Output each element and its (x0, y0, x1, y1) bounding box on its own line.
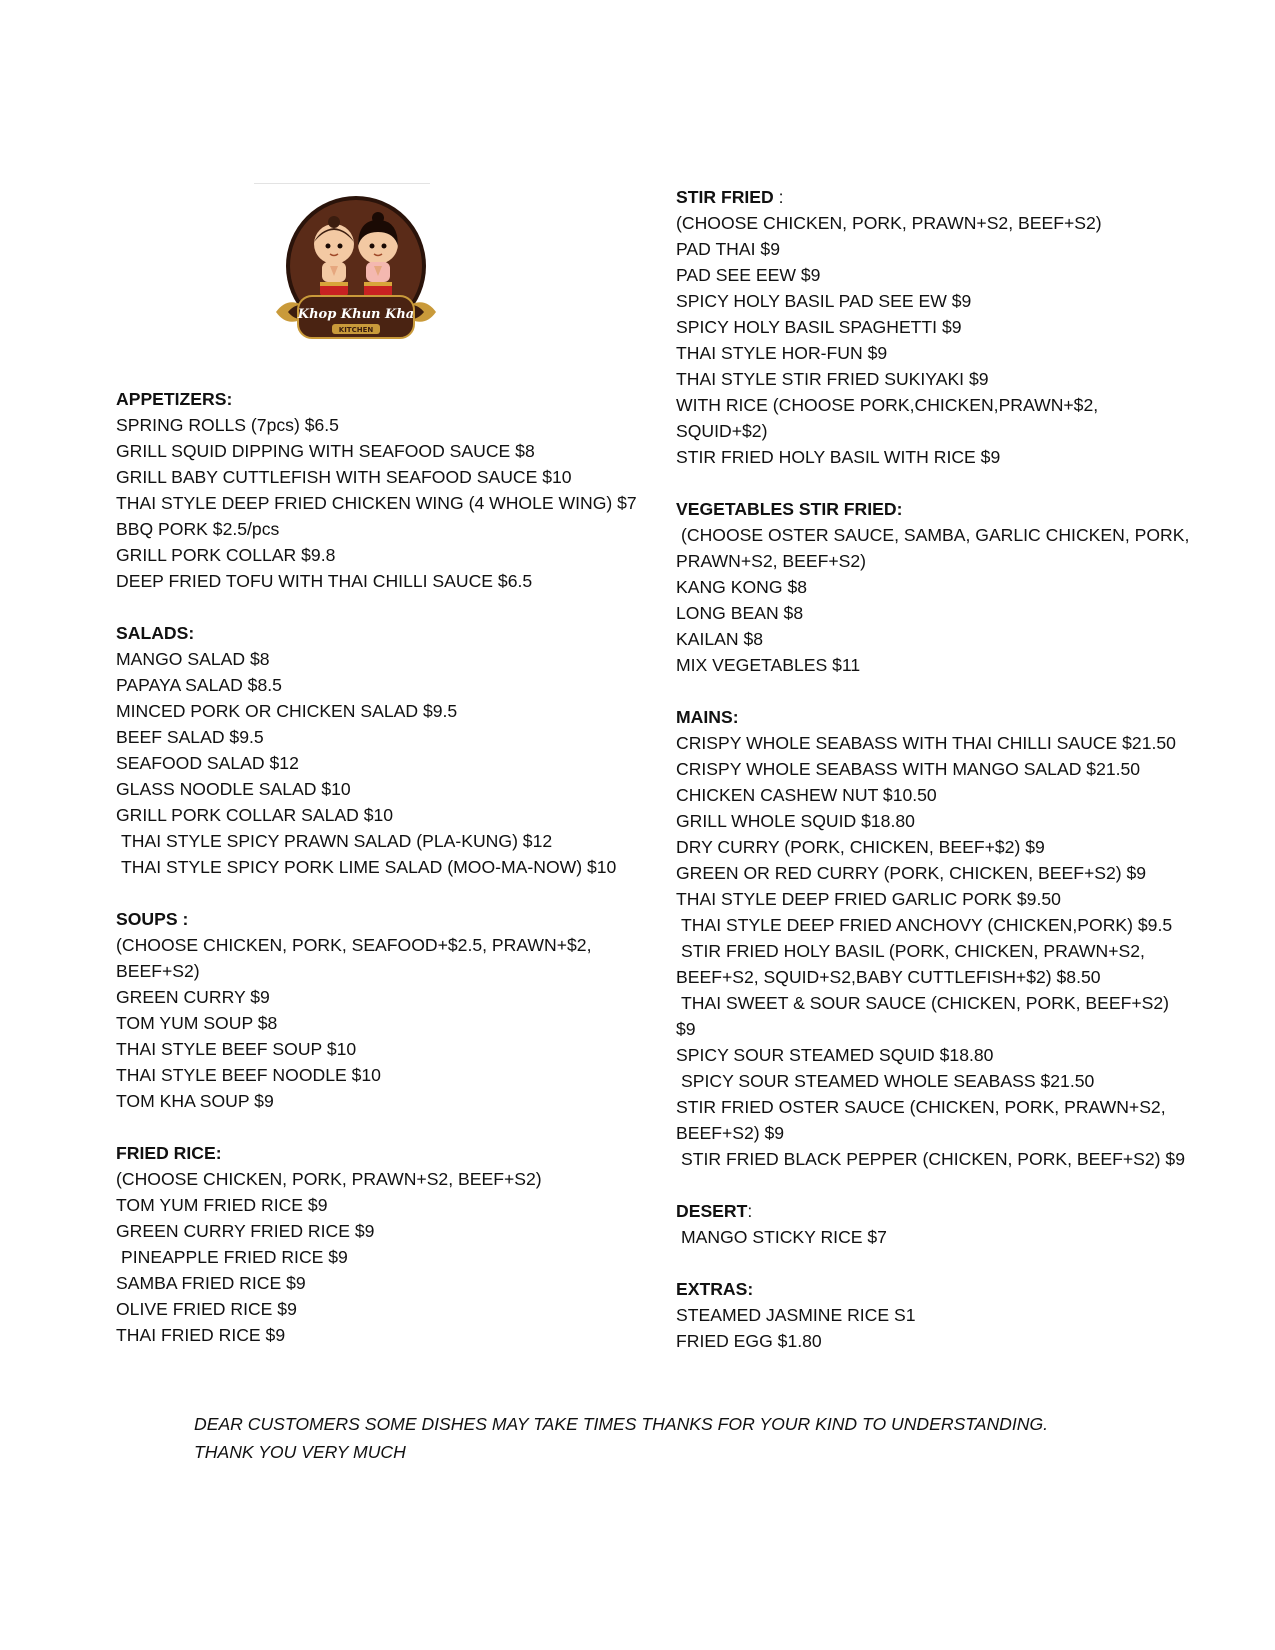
section-heading (676, 184, 1201, 210)
section-heading: MAINS: (676, 707, 739, 727)
section-title-suffix: : (747, 1201, 753, 1221)
menu-item: OLIVE FRIED RICE $9 (116, 1299, 297, 1319)
menu-item: CRISPY WHOLE SEABASS WITH THAI CHILLI SAUCE $21.50 (676, 733, 1176, 753)
menu-item: STIR FRIED HOLY BASIL (PORK, CHICKEN, PRAWN+S2, (681, 941, 1145, 961)
menu-right-column (676, 184, 1201, 1380)
menu-item: GREEN CURRY $9 (116, 987, 270, 1007)
section-heading: FRIED RICE: (116, 1143, 222, 1163)
section-heading: EXTRAS: (676, 1279, 754, 1299)
choice-note: WITH RICE (CHOOSE PORK,CHICKEN,PRAWN+$2, (676, 395, 1099, 415)
menu-item: THAI STYLE SPICY PRAWN SALAD (PLA-KUNG) $12 (121, 831, 553, 851)
section-salads (116, 620, 656, 880)
menu-item: TOM YUM SOUP $8 (116, 1013, 278, 1033)
menu-item: GRILL SQUID DIPPING WITH SEAFOOD SAUCE $8 (116, 441, 535, 461)
menu-item: THAI STYLE DEEP FRIED CHICKEN WING (4 WHOLE WING) $7 (116, 493, 637, 513)
choice-note: PRAWN+S2, BEEF+S2) (676, 551, 867, 571)
menu-item-continued: BEEF+S2) $9 (676, 1123, 785, 1143)
restaurant-logo (270, 188, 442, 360)
menu-item: TOM YUM FRIED RICE $9 (116, 1195, 328, 1215)
logo-divider (254, 183, 430, 184)
section-heading: SOUPS : (116, 909, 189, 929)
menu-item: STIR FRIED HOLY BASIL WITH RICE $9 (676, 447, 1001, 467)
menu-item: CRISPY WHOLE SEABASS WITH MANGO SALAD $21.50 (676, 759, 1141, 779)
menu-item: THAI STYLE STIR FRIED SUKIYAKI $9 (676, 369, 989, 389)
menu-item: CHICKEN CASHEW NUT $10.50 (676, 785, 937, 805)
section-fried-rice (116, 1140, 656, 1348)
choice-note: (CHOOSE CHICKEN, PORK, SEAFOOD+$2.5, PRAWN+$2, (116, 935, 592, 955)
footer-note (194, 1410, 1094, 1466)
menu-item: LONG BEAN $8 (676, 603, 804, 623)
menu-item-continued: $9 (676, 1019, 696, 1039)
menu-item: KAILAN $8 (676, 629, 764, 649)
menu-item: MANGO STICKY RICE $7 (681, 1227, 887, 1247)
menu-item: GREEN OR RED CURRY (PORK, CHICKEN, BEEF+S2) $9 (676, 863, 1147, 883)
menu-item: GREEN CURRY FRIED RICE $9 (116, 1221, 375, 1241)
menu-item: DEEP FRIED TOFU WITH THAI CHILLI SAUCE $6.5 (116, 571, 533, 591)
menu-item: THAI STYLE BEEF NOODLE $10 (116, 1065, 381, 1085)
menu-item: THAI STYLE SPICY PORK LIME SALAD (MOO-MA-NOW) $10 (121, 857, 617, 877)
menu-item: DRY CURRY (PORK, CHICKEN, BEEF+$2) $9 (676, 837, 1045, 857)
menu-item: SPICY HOLY BASIL PAD SEE EW $9 (676, 291, 972, 311)
menu-item: TOM KHA SOUP $9 (116, 1091, 274, 1111)
section-soups (116, 906, 656, 1114)
menu-item: PINEAPPLE FRIED RICE $9 (121, 1247, 348, 1267)
menu-item: FRIED EGG $1.80 (676, 1331, 822, 1351)
section-desert (676, 1198, 1201, 1250)
menu-item: PAD THAI $9 (676, 239, 780, 259)
section-vegetables (676, 496, 1201, 678)
menu-item: GRILL WHOLE SQUID $18.80 (676, 811, 915, 831)
menu-item: GRILL PORK COLLAR $9.8 (116, 545, 336, 565)
choice-note: (CHOOSE CHICKEN, PORK, PRAWN+S2, BEEF+S2) (116, 1169, 542, 1189)
menu-item: THAI STYLE HOR-FUN $9 (676, 343, 888, 363)
menu-item: THAI STYLE DEEP FRIED GARLIC PORK $9.50 (676, 889, 1061, 909)
choice-note: (CHOOSE CHICKEN, PORK, PRAWN+S2, BEEF+S2) (676, 213, 1102, 233)
menu-item: SPRING ROLLS (7pcs) $6.5 (116, 415, 339, 435)
section-mains (676, 704, 1201, 1172)
menu-item: SPICY SOUR STEAMED SQUID $18.80 (676, 1045, 994, 1065)
section-title-suffix: : (773, 187, 784, 207)
choice-note: SQUID+$2) (676, 421, 768, 441)
menu-item: STIR FRIED BLACK PEPPER (CHICKEN, PORK, BEEF+S2) $9 (681, 1149, 1185, 1169)
section-heading: APPETIZERS: (116, 389, 233, 409)
menu-item: MANGO SALAD $8 (116, 649, 270, 669)
menu-item: THAI SWEET & SOUR SAUCE (CHICKEN, PORK, BEEF+S2) (681, 993, 1169, 1013)
menu-item: MINCED PORK OR CHICKEN SALAD $9.5 (116, 701, 458, 721)
menu-item: SPICY SOUR STEAMED WHOLE SEABASS $21.50 (681, 1071, 1095, 1091)
section-extras (676, 1276, 1201, 1354)
choice-note: (CHOOSE OSTER SAUCE, SAMBA, GARLIC CHICKEN, PORK, (681, 525, 1190, 545)
menu-item: BEEF SALAD $9.5 (116, 727, 264, 747)
menu-item: STIR FRIED OSTER SAUCE (CHICKEN, PORK, PRAWN+S2, (676, 1097, 1166, 1117)
choice-note: BEEF+S2) (116, 961, 200, 981)
section-heading (676, 1198, 1201, 1224)
menu-left-column (116, 386, 656, 1374)
section-heading: VEGETABLES STIR FRIED: (676, 499, 903, 519)
menu-item: SAMBA FRIED RICE $9 (116, 1273, 306, 1293)
section-title: DESERT (676, 1201, 748, 1221)
menu-item: THAI STYLE DEEP FRIED ANCHOVY (CHICKEN,PORK) $9.5 (681, 915, 1173, 935)
menu-item: THAI FRIED RICE $9 (116, 1325, 286, 1345)
section-appetizers (116, 386, 656, 594)
menu-item: PAPAYA SALAD $8.5 (116, 675, 282, 695)
menu-item: SPICY HOLY BASIL SPAGHETTI $9 (676, 317, 962, 337)
menu-item: GLASS NOODLE SALAD $10 (116, 779, 351, 799)
menu-item-continued: BEEF+S2, SQUID+S2,BABY CUTTLEFISH+$2) $8.50 (676, 967, 1101, 987)
menu-item: THAI STYLE BEEF SOUP $10 (116, 1039, 357, 1059)
logo-title: Khop Khun Kha (297, 307, 415, 322)
footer-line-2: THANK YOU VERY MUCH (194, 1442, 406, 1462)
menu-item: GRILL BABY CUTTLEFISH WITH SEAFOOD SAUCE $10 (116, 467, 572, 487)
footer-line-1: DEAR CUSTOMERS SOME DISHES MAY TAKE TIMES THANKS FOR YOUR KIND TO UNDERSTANDING. (194, 1414, 1049, 1434)
menu-item: BBQ PORK $2.5/pcs (116, 519, 280, 539)
menu-item: MIX VEGETABLES $11 (676, 655, 861, 675)
menu-item: STEAMED JASMINE RICE S1 (676, 1305, 916, 1325)
section-title: STIR FRIED (676, 187, 774, 207)
section-heading: SALADS: (116, 623, 195, 643)
menu-item: KANG KONG $8 (676, 577, 808, 597)
menu-item: PAD SEE EEW $9 (676, 265, 821, 285)
menu-item: SEAFOOD SALAD $12 (116, 753, 299, 773)
logo-subtitle: KITCHEN (338, 326, 374, 334)
section-stir-fried (676, 184, 1201, 470)
menu-item: GRILL PORK COLLAR SALAD $10 (116, 805, 394, 825)
